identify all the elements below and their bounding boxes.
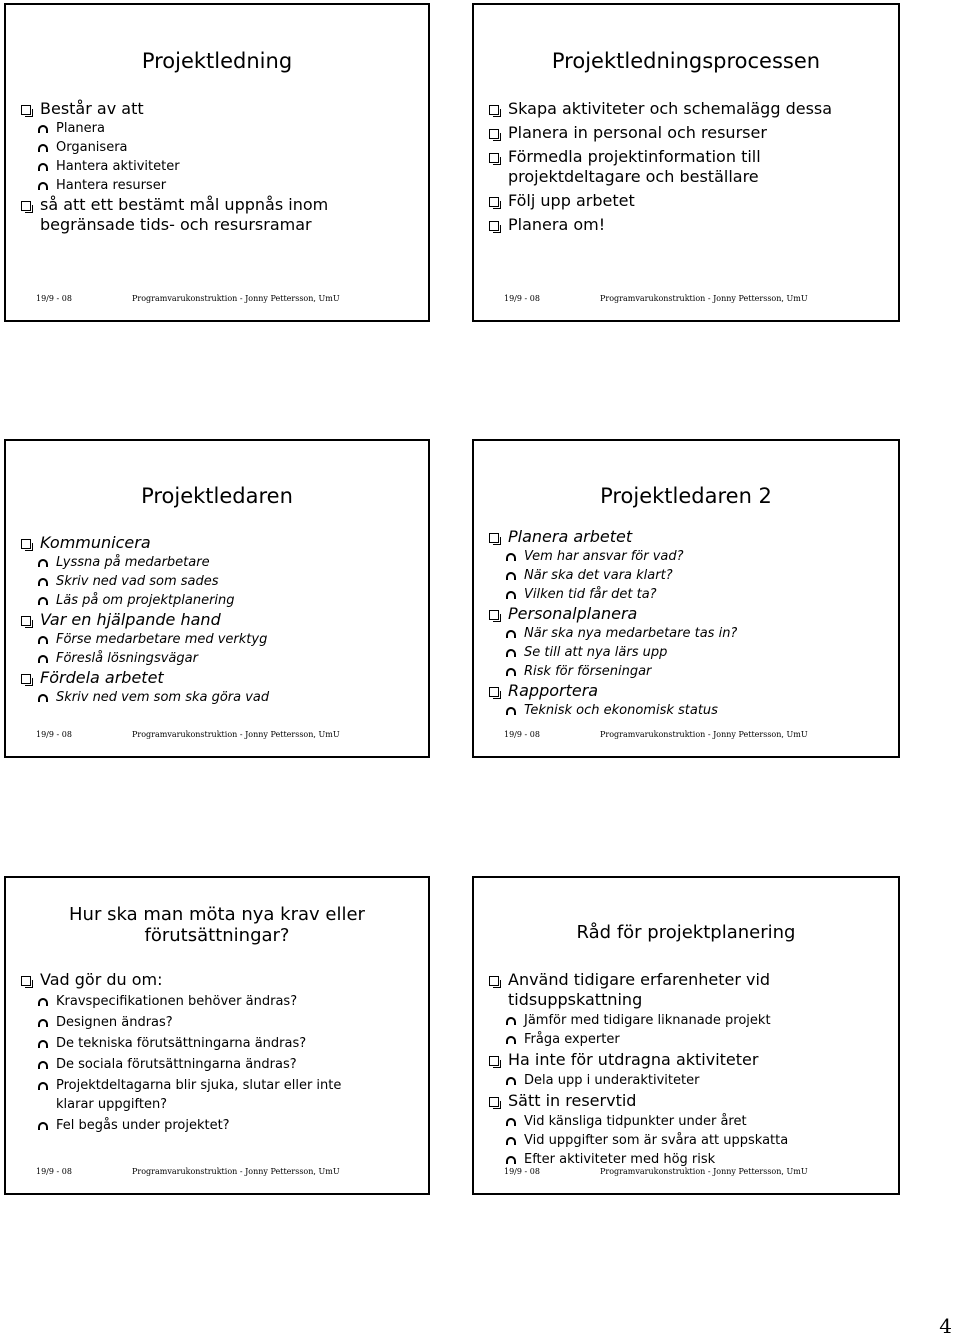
bullet	[488, 970, 798, 1010]
sub-bullet-text: Vid känsliga tidpunkter under året	[524, 1114, 747, 1129]
footer-date: 19/9 - 08	[504, 730, 540, 739]
arc-bullet-icon	[38, 1122, 48, 1130]
checkbox-bullet-icon	[21, 616, 31, 626]
footer-text: Programvarukonstruktion - Jonny Pettersson, UmU	[132, 730, 340, 739]
slide-title	[474, 49, 898, 73]
bullet-text: Planera arbetet	[508, 527, 633, 546]
slide-footer	[6, 294, 428, 306]
footer-date: 19/9 - 08	[36, 294, 72, 303]
sub-bullet	[504, 1011, 890, 1030]
arc-bullet-icon	[38, 144, 48, 152]
bullet-text: så att ett bestämt mål uppnås inom begränsade tids- och resursramar	[40, 195, 329, 234]
bullet	[488, 1050, 890, 1070]
footer-date: 19/9 - 08	[504, 294, 540, 303]
sub-bullet	[36, 630, 420, 649]
slide-title	[474, 484, 898, 508]
sub-bullet-text: Fel begås under projektet?	[56, 1118, 230, 1133]
sub-bullet-text: Skriv ned vad som sades	[56, 574, 219, 589]
bullet-text: Fördela arbetet	[40, 668, 164, 687]
bullet	[488, 123, 890, 143]
slide-footer	[474, 730, 898, 742]
slide-rad-for-projektplanering	[472, 876, 900, 1195]
footer-text: Programvarukonstruktion - Jonny Pettersson, UmU	[600, 294, 808, 303]
footer-date: 19/9 - 08	[36, 1167, 72, 1176]
footer-date: 19/9 - 08	[36, 730, 72, 739]
slide-nya-krav	[4, 876, 430, 1195]
sub-bullet	[504, 1112, 890, 1131]
checkbox-bullet-icon	[489, 610, 499, 620]
sub-bullet-text: När ska nya medarbetare tas in?	[524, 626, 738, 641]
slide-body	[488, 99, 890, 235]
sub-bullet	[36, 1076, 356, 1114]
title-line: Projektledning	[141, 49, 293, 73]
bullet-text: Kommunicera	[40, 533, 151, 552]
checkbox-bullet-icon	[489, 221, 499, 231]
sub-bullet	[36, 992, 420, 1011]
arc-bullet-icon	[38, 694, 48, 702]
sub-bullet	[36, 1116, 420, 1135]
sub-bullet	[36, 176, 420, 195]
arc-bullet-icon	[38, 597, 48, 605]
bullet	[488, 1091, 890, 1111]
sub-bullet	[36, 591, 420, 610]
footer-text: Programvarukonstruktion - Jonny Pettersson, UmU	[132, 1167, 340, 1176]
slide-title	[6, 49, 428, 73]
sub-bullet	[504, 585, 890, 604]
sub-bullet-text: Hantera aktiviteter	[56, 159, 180, 174]
bullet-text: Personalplanera	[508, 604, 638, 623]
bullet-text: Följ upp arbetet	[508, 191, 635, 210]
arc-bullet-icon	[506, 630, 516, 638]
arc-bullet-icon	[506, 1036, 516, 1044]
bullet	[20, 668, 420, 688]
bullet	[20, 970, 420, 990]
title-line: förutsättningar?	[144, 925, 290, 946]
bullet-text: Rapportera	[508, 681, 599, 700]
sub-bullet-text: Hantera resurser	[56, 178, 167, 193]
checkbox-bullet-icon	[489, 1056, 499, 1066]
arc-bullet-icon	[38, 1082, 48, 1090]
footer-text: Programvarukonstruktion - Jonny Pettersson, UmU	[600, 1167, 808, 1176]
sub-bullet	[36, 119, 420, 138]
checkbox-bullet-icon	[489, 687, 499, 697]
arc-bullet-icon	[38, 655, 48, 663]
arc-bullet-icon	[506, 1118, 516, 1126]
checkbox-bullet-icon	[21, 539, 31, 549]
sub-bullet	[36, 572, 420, 591]
sub-bullet	[504, 1030, 890, 1049]
arc-bullet-icon	[38, 559, 48, 567]
slide-footer	[474, 294, 898, 306]
sub-bullet-text: Projektdeltagarna blir sjuka, slutar eller inte klarar uppgiften?	[56, 1078, 342, 1112]
bullet	[488, 99, 890, 119]
sub-bullet	[504, 643, 890, 662]
sub-bullet-text: Skriv ned vem som ska göra vad	[56, 690, 270, 705]
slide-footer	[474, 1167, 898, 1179]
arc-bullet-icon	[38, 636, 48, 644]
arc-bullet-icon	[38, 182, 48, 190]
slide-title	[6, 484, 428, 508]
sub-bullet-text: Vilken tid får det ta?	[524, 587, 657, 602]
arc-bullet-icon	[38, 578, 48, 586]
bullet-text: Skapa aktiviteter och schemalägg dessa	[508, 99, 833, 118]
bullet	[488, 191, 890, 211]
sub-bullet	[36, 553, 420, 572]
sub-bullet	[504, 662, 890, 681]
sub-bullet	[36, 649, 420, 668]
title-line: Råd för projektplanering	[576, 922, 796, 943]
arc-bullet-icon	[506, 572, 516, 580]
bullet-text: Sätt in reservtid	[508, 1091, 637, 1110]
bullet	[20, 195, 330, 235]
checkbox-bullet-icon	[489, 1097, 499, 1107]
page-number: 4	[939, 1314, 952, 1338]
sub-bullet-text: Efter aktiviteter med hög risk	[524, 1152, 716, 1167]
bullet-text: Vad gör du om:	[40, 970, 163, 989]
sub-bullet-text: Dela upp i underaktiviteter	[524, 1073, 700, 1088]
bullet	[20, 99, 420, 119]
bullet	[20, 610, 420, 630]
sub-bullet	[504, 1131, 890, 1150]
sub-bullet-text: De tekniska förutsättningarna ändras?	[56, 1036, 307, 1051]
arc-bullet-icon	[506, 553, 516, 561]
bullet	[488, 527, 890, 547]
checkbox-bullet-icon	[489, 129, 499, 139]
arc-bullet-icon	[506, 668, 516, 676]
slide-projektledaren	[4, 439, 430, 758]
bullet-text: Var en hjälpande hand	[40, 610, 221, 629]
slide-projektledaren-2	[472, 439, 900, 758]
sub-bullet-text: När ska det vara klart?	[524, 568, 673, 583]
slide-title	[6, 904, 428, 946]
title-line: Projektledaren 2	[600, 484, 772, 508]
sub-bullet	[504, 1071, 890, 1090]
sub-bullet-text: Se till att nya lärs upp	[524, 645, 668, 660]
arc-bullet-icon	[506, 1017, 516, 1025]
arc-bullet-icon	[506, 1156, 516, 1164]
checkbox-bullet-icon	[489, 105, 499, 115]
sub-bullet	[504, 624, 890, 643]
sub-bullet	[36, 688, 420, 707]
bullet	[488, 215, 890, 235]
slide-body	[20, 970, 420, 1135]
checkbox-bullet-icon	[21, 105, 31, 115]
slide-body	[20, 99, 420, 235]
sub-bullet-text: Jämför med tidigare liknanade projekt	[524, 1013, 771, 1028]
sub-bullet	[36, 157, 420, 176]
sub-bullet	[36, 1034, 420, 1053]
footer-date: 19/9 - 08	[504, 1167, 540, 1176]
bullet-text: Använd tidigare erfarenheter vid tidsuppskattning	[508, 970, 771, 1009]
slide-projektledning	[4, 3, 430, 322]
footer-text: Programvarukonstruktion - Jonny Pettersson, UmU	[132, 294, 340, 303]
sub-bullet-text: Teknisk och ekonomisk status	[524, 703, 718, 718]
sub-bullet-text: Planera	[56, 121, 105, 136]
bullet-text: Planera in personal och resurser	[508, 123, 767, 142]
bullet-text: Förmedla projektinformation till projektdeltagare och beställare	[508, 147, 761, 186]
checkbox-bullet-icon	[489, 533, 499, 543]
sub-bullet-text: Vem har ansvar för vad?	[524, 549, 684, 564]
arc-bullet-icon	[506, 1137, 516, 1145]
sub-bullet-text: De sociala förutsättningarna ändras?	[56, 1057, 297, 1072]
sub-bullet	[36, 1013, 420, 1032]
checkbox-bullet-icon	[489, 153, 499, 163]
sub-bullet	[504, 701, 890, 720]
sub-bullet-text: Lyssna på medarbetare	[56, 555, 210, 570]
sub-bullet-text: Läs på om projektplanering	[56, 593, 235, 608]
arc-bullet-icon	[506, 591, 516, 599]
bullet-text: Ha inte för utdragna aktiviteter	[508, 1050, 759, 1069]
slide-body	[488, 527, 890, 720]
bullet	[488, 147, 788, 187]
arc-bullet-icon	[38, 125, 48, 133]
sub-bullet-text: Förse medarbetare med verktyg	[56, 632, 268, 647]
sub-bullet-text: Organisera	[56, 140, 128, 155]
sub-bullet-text: Kravspecifikationen behöver ändras?	[56, 994, 298, 1009]
checkbox-bullet-icon	[489, 976, 499, 986]
arc-bullet-icon	[38, 163, 48, 171]
sub-bullet-text: Fråga experter	[524, 1032, 620, 1047]
checkbox-bullet-icon	[21, 976, 31, 986]
arc-bullet-icon	[38, 1019, 48, 1027]
slide-title	[474, 922, 898, 943]
bullet-text: Planera om!	[508, 215, 606, 234]
sub-bullet-text: Designen ändras?	[56, 1015, 173, 1030]
checkbox-bullet-icon	[21, 201, 31, 211]
slide-footer	[6, 730, 428, 742]
slide-body	[488, 970, 890, 1169]
title-line: Projektledaren	[141, 484, 293, 508]
sub-bullet	[36, 1055, 420, 1074]
sub-bullet	[504, 566, 890, 585]
arc-bullet-icon	[506, 649, 516, 657]
sub-bullet-text: Risk för förseningar	[524, 664, 652, 679]
arc-bullet-icon	[38, 1040, 48, 1048]
slide-body	[20, 533, 420, 707]
bullet	[488, 681, 890, 701]
bullet	[20, 533, 420, 553]
arc-bullet-icon	[38, 1061, 48, 1069]
bullet-text: Består av att	[40, 99, 144, 118]
arc-bullet-icon	[506, 1077, 516, 1085]
checkbox-bullet-icon	[21, 674, 31, 684]
title-line: Hur ska man möta nya krav eller	[69, 904, 365, 925]
footer-text: Programvarukonstruktion - Jonny Pettersson, UmU	[600, 730, 808, 739]
slide-projektledningsprocessen	[472, 3, 900, 322]
checkbox-bullet-icon	[489, 197, 499, 207]
arc-bullet-icon	[506, 707, 516, 715]
sub-bullet-text: Vid uppgifter som är svåra att uppskatta	[524, 1133, 789, 1148]
sub-bullet	[504, 547, 890, 566]
arc-bullet-icon	[38, 998, 48, 1006]
title-line: Projektledningsprocessen	[551, 49, 821, 73]
slide-footer	[6, 1167, 428, 1179]
sub-bullet-text: Föreslå lösningsvägar	[56, 651, 198, 666]
sub-bullet	[36, 138, 420, 157]
bullet	[488, 604, 890, 624]
